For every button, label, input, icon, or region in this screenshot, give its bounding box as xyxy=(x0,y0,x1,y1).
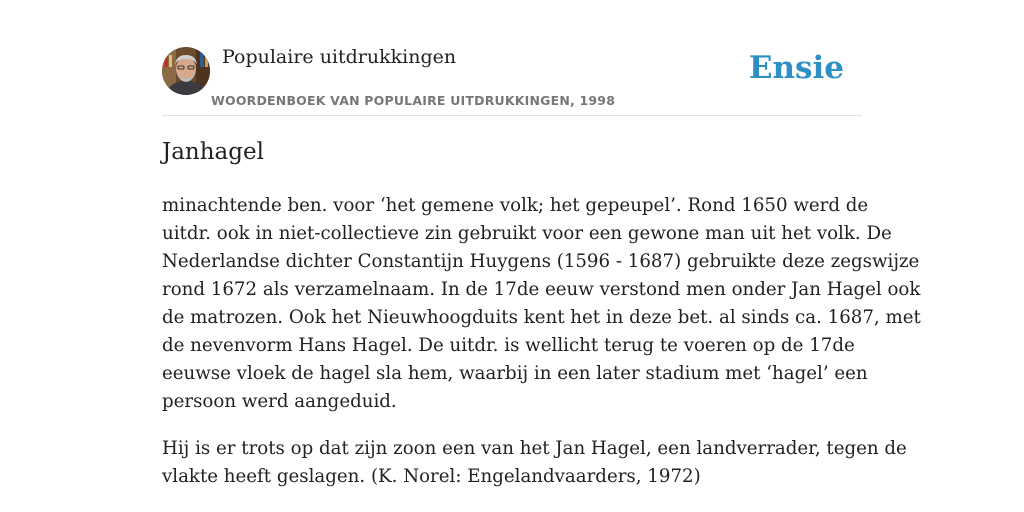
entry-title: Janhagel xyxy=(162,139,264,165)
definition-line: uitdr. ook in niet-collectieve zin gebruikt voor een gewone man uit het volk. De xyxy=(162,223,892,244)
entry-page xyxy=(162,0,921,512)
definition-line: minachtende ben. voor ‘het gemene volk; het gepeupel’. Rond 1650 werd de xyxy=(162,195,869,216)
source-label: WOORDENBOEK VAN POPULAIRE UITDRUKKINGEN, 1998 xyxy=(211,93,616,108)
definition-line: persoon werd aangeduid. xyxy=(162,391,397,412)
example-line: vlakte heeft geslagen. (K. Norel: Engelandvaarders, 1972) xyxy=(162,466,701,487)
definition-paragraph xyxy=(162,192,921,416)
definition-line: de matrozen. Ook het Nieuwhoogduits kent het in deze bet. al sinds ca. 1687, met xyxy=(162,307,921,328)
definition-line: de nevenvorm Hans Hagel. De uitdr. is wellicht terug te voeren op de 17de xyxy=(162,335,855,356)
definition-line: rond 1672 als verzamelnaam. In de 17de eeuw verstond men onder Jan Hagel ook xyxy=(162,279,921,300)
entry-body xyxy=(162,192,921,510)
author-avatar[interactable] xyxy=(162,47,210,95)
definition-line: eeuwse vloek de hagel sla hem, waarbij in een later stadium met ‘hagel’ een xyxy=(162,363,868,384)
ensie-logo[interactable]: Ensie xyxy=(748,50,844,86)
example-paragraph xyxy=(162,435,907,491)
example-line: Hij is er trots op dat zijn zoon een van het Jan Hagel, een landverrader, tegen de xyxy=(162,438,907,459)
header-divider xyxy=(162,115,862,116)
definition-line: Nederlandse dichter Constantijn Huygens (1596 - 1687) gebruikte deze zegswijze xyxy=(162,251,920,272)
author-portrait-icon xyxy=(162,47,210,95)
author-name[interactable]: Populaire uitdrukkingen xyxy=(222,46,457,68)
